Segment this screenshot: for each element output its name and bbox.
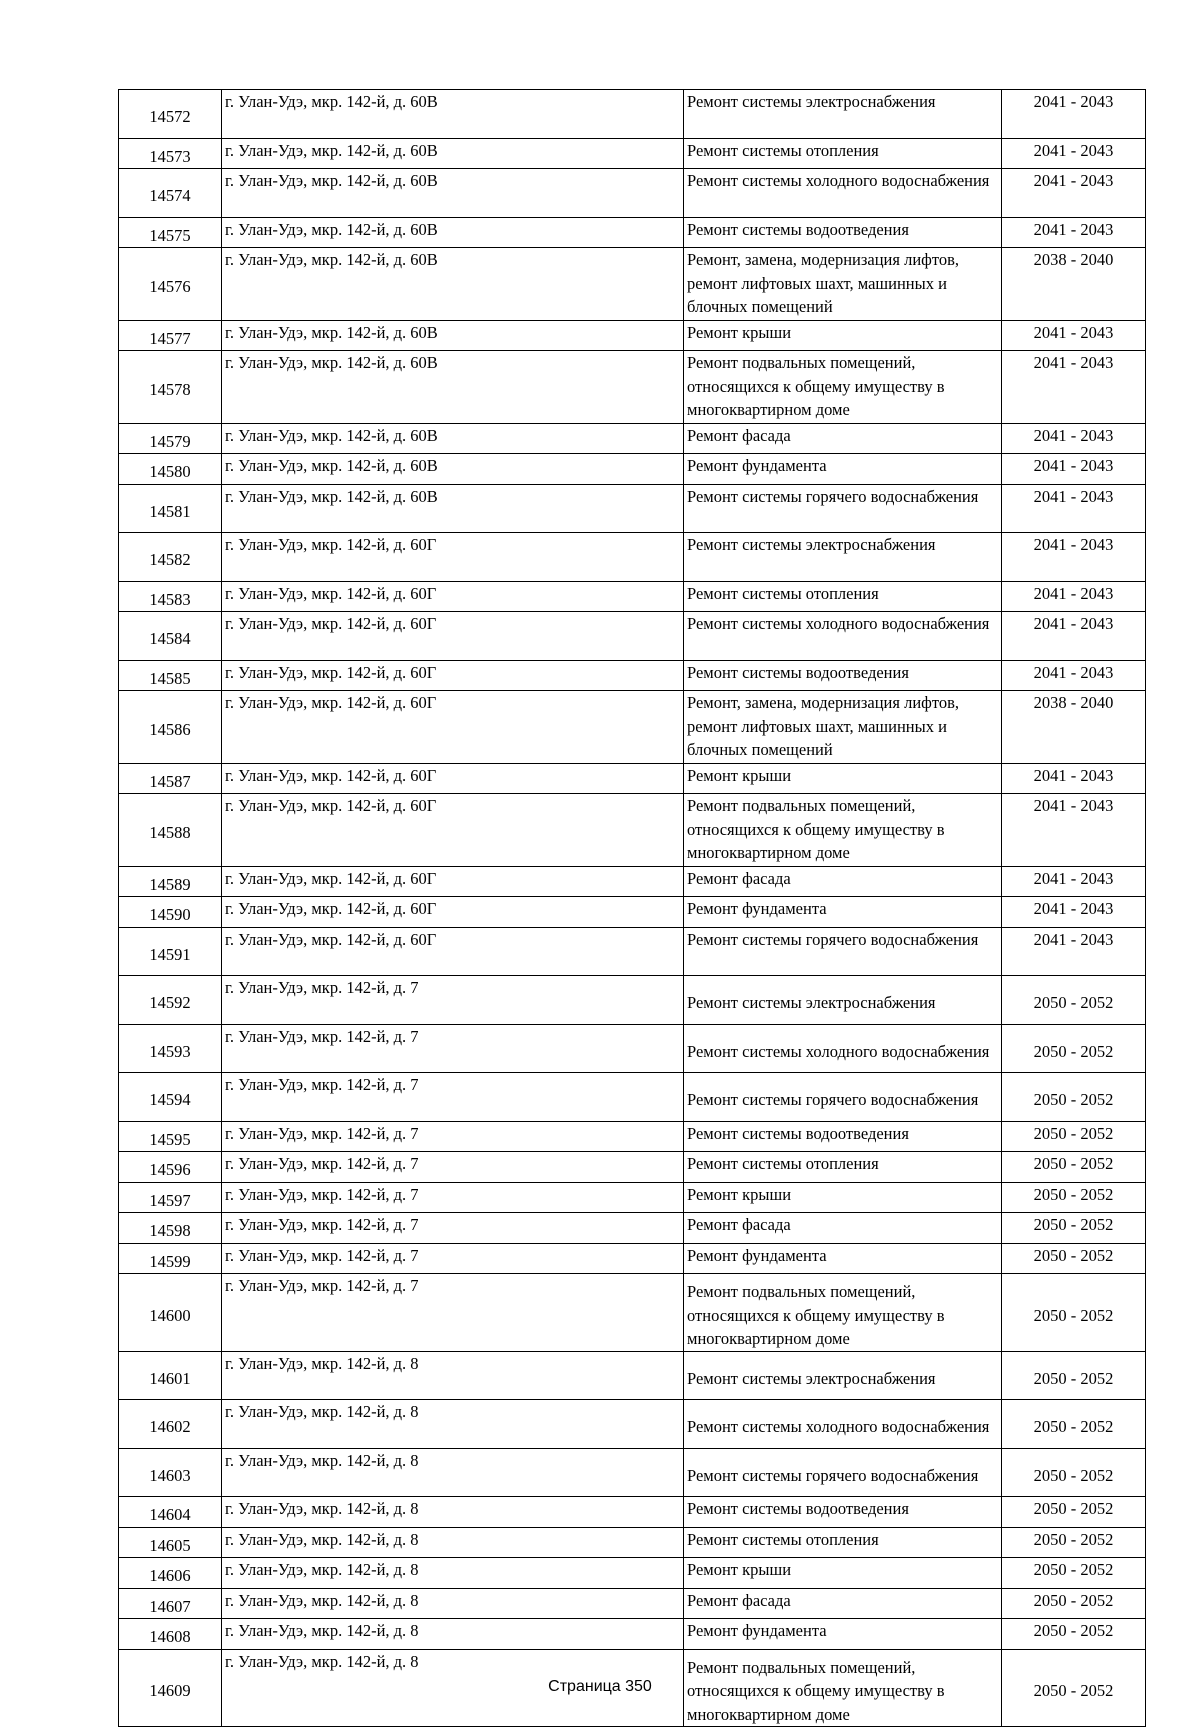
row-work-type: Ремонт крыши — [684, 1182, 1002, 1213]
row-work-type: Ремонт фундамента — [684, 1619, 1002, 1650]
table-row — [119, 90, 1146, 139]
row-number: 14606 — [119, 1558, 222, 1589]
row-number: 14580 — [119, 454, 222, 485]
row-work-type: Ремонт системы холодного водоснабжения — [684, 169, 1002, 218]
row-period: 2050 - 2052 — [1002, 1649, 1146, 1727]
table-row — [119, 763, 1146, 794]
row-period: 2050 - 2052 — [1002, 1152, 1146, 1183]
row-period: 2050 - 2052 — [1002, 1073, 1146, 1122]
row-number: 14583 — [119, 581, 222, 612]
row-work-type: Ремонт фасада — [684, 866, 1002, 897]
table-row — [119, 1274, 1146, 1352]
table-row — [119, 691, 1146, 764]
row-period: 2050 - 2052 — [1002, 1121, 1146, 1152]
row-period: 2041 - 2043 — [1002, 533, 1146, 582]
row-address: г. Улан-Удэ, мкр. 142-й, д. 60Г — [222, 533, 684, 582]
row-address: г. Улан-Удэ, мкр. 142-й, д. 7 — [222, 1024, 684, 1073]
table-row — [119, 1400, 1146, 1449]
row-work-type: Ремонт системы холодного водоснабжения — [684, 1024, 1002, 1073]
row-work-type: Ремонт крыши — [684, 763, 1002, 794]
row-number: 14576 — [119, 248, 222, 321]
row-number: 14602 — [119, 1400, 222, 1449]
row-number: 14575 — [119, 217, 222, 248]
row-address: г. Улан-Удэ, мкр. 142-й, д. 60В — [222, 90, 684, 139]
row-number: 14585 — [119, 660, 222, 691]
table-row — [119, 1448, 1146, 1497]
row-work-type: Ремонт, замена, модернизация лифтов, ремонт лифтовых шахт, машинных и блочных помещений — [684, 691, 1002, 764]
row-number: 14609 — [119, 1649, 222, 1727]
row-number: 14597 — [119, 1182, 222, 1213]
row-work-type: Ремонт системы водоотведения — [684, 217, 1002, 248]
row-address: г. Улан-Удэ, мкр. 142-й, д. 7 — [222, 1213, 684, 1244]
row-address: г. Улан-Удэ, мкр. 142-й, д. 60В — [222, 138, 684, 169]
row-number: 14599 — [119, 1243, 222, 1274]
row-work-type: Ремонт крыши — [684, 320, 1002, 351]
row-number: 14574 — [119, 169, 222, 218]
row-number: 14601 — [119, 1351, 222, 1400]
row-number: 14596 — [119, 1152, 222, 1183]
table-row — [119, 320, 1146, 351]
table-row — [119, 1497, 1146, 1528]
row-address: г. Улан-Удэ, мкр. 142-й, д. 60Г — [222, 612, 684, 661]
row-period: 2041 - 2043 — [1002, 423, 1146, 454]
table-row — [119, 533, 1146, 582]
row-period: 2050 - 2052 — [1002, 976, 1146, 1025]
table-row — [119, 1619, 1146, 1650]
row-work-type: Ремонт системы отопления — [684, 581, 1002, 612]
row-period: 2038 - 2040 — [1002, 691, 1146, 764]
row-address: г. Улан-Удэ, мкр. 142-й, д. 8 — [222, 1351, 684, 1400]
table-row — [119, 423, 1146, 454]
row-work-type: Ремонт фундамента — [684, 454, 1002, 485]
row-number: 14586 — [119, 691, 222, 764]
row-period: 2050 - 2052 — [1002, 1024, 1146, 1073]
row-address: г. Улан-Удэ, мкр. 142-й, д. 8 — [222, 1558, 684, 1589]
row-address: г. Улан-Удэ, мкр. 142-й, д. 7 — [222, 1274, 684, 1352]
row-number: 14594 — [119, 1073, 222, 1122]
row-number: 14603 — [119, 1448, 222, 1497]
table-row — [119, 1182, 1146, 1213]
row-address: г. Улан-Удэ, мкр. 142-й, д. 8 — [222, 1448, 684, 1497]
row-address: г. Улан-Удэ, мкр. 142-й, д. 60Г — [222, 763, 684, 794]
table-row — [119, 1152, 1146, 1183]
table-row — [119, 454, 1146, 485]
row-address: г. Улан-Удэ, мкр. 142-й, д. 7 — [222, 976, 684, 1025]
row-address: г. Улан-Удэ, мкр. 142-й, д. 7 — [222, 1152, 684, 1183]
table-row — [119, 976, 1146, 1025]
table-row — [119, 866, 1146, 897]
row-period: 2041 - 2043 — [1002, 897, 1146, 928]
row-address: г. Улан-Удэ, мкр. 142-й, д. 60В — [222, 423, 684, 454]
row-period: 2041 - 2043 — [1002, 763, 1146, 794]
row-work-type: Ремонт системы водоотведения — [684, 1121, 1002, 1152]
row-number: 14593 — [119, 1024, 222, 1073]
row-number: 14578 — [119, 351, 222, 424]
row-number: 14591 — [119, 927, 222, 976]
repair-schedule-table — [118, 89, 1146, 1727]
row-address: г. Улан-Удэ, мкр. 142-й, д. 60Г — [222, 660, 684, 691]
row-period: 2041 - 2043 — [1002, 484, 1146, 533]
row-address: г. Улан-Удэ, мкр. 142-й, д. 8 — [222, 1400, 684, 1449]
row-period: 2050 - 2052 — [1002, 1274, 1146, 1352]
row-period: 2050 - 2052 — [1002, 1619, 1146, 1650]
row-work-type: Ремонт системы отопления — [684, 1152, 1002, 1183]
row-address: г. Улан-Удэ, мкр. 142-й, д. 60В — [222, 320, 684, 351]
row-address: г. Улан-Удэ, мкр. 142-й, д. 60В — [222, 217, 684, 248]
row-address: г. Улан-Удэ, мкр. 142-й, д. 60В — [222, 484, 684, 533]
row-period: 2041 - 2043 — [1002, 351, 1146, 424]
table-row — [119, 927, 1146, 976]
page-number: Страница 350 — [548, 1678, 652, 1695]
table-row — [119, 660, 1146, 691]
row-work-type: Ремонт крыши — [684, 1558, 1002, 1589]
row-work-type: Ремонт фасада — [684, 423, 1002, 454]
row-work-type: Ремонт фундамента — [684, 897, 1002, 928]
row-period: 2050 - 2052 — [1002, 1588, 1146, 1619]
row-number: 14582 — [119, 533, 222, 582]
table-row — [119, 217, 1146, 248]
row-work-type: Ремонт системы горячего водоснабжения — [684, 1073, 1002, 1122]
table-row — [119, 1351, 1146, 1400]
row-period: 2050 - 2052 — [1002, 1497, 1146, 1528]
row-period: 2041 - 2043 — [1002, 612, 1146, 661]
table-row — [119, 1588, 1146, 1619]
row-number: 14604 — [119, 1497, 222, 1528]
row-address: г. Улан-Удэ, мкр. 142-й, д. 60В — [222, 351, 684, 424]
row-number: 14608 — [119, 1619, 222, 1650]
row-address: г. Улан-Удэ, мкр. 142-й, д. 60Г — [222, 866, 684, 897]
row-period: 2041 - 2043 — [1002, 660, 1146, 691]
row-address: г. Улан-Удэ, мкр. 142-й, д. 7 — [222, 1073, 684, 1122]
row-address: г. Улан-Удэ, мкр. 142-й, д. 60Г — [222, 581, 684, 612]
table-row — [119, 169, 1146, 218]
row-work-type: Ремонт системы электроснабжения — [684, 90, 1002, 139]
row-work-type: Ремонт системы отопления — [684, 1527, 1002, 1558]
row-address: г. Улан-Удэ, мкр. 142-й, д. 60В — [222, 169, 684, 218]
table-row — [119, 897, 1146, 928]
row-address: г. Улан-Удэ, мкр. 142-й, д. 60В — [222, 454, 684, 485]
row-address: г. Улан-Удэ, мкр. 142-й, д. 8 — [222, 1527, 684, 1558]
row-work-type: Ремонт системы электроснабжения — [684, 1351, 1002, 1400]
row-address: г. Улан-Удэ, мкр. 142-й, д. 8 — [222, 1649, 684, 1727]
row-period: 2041 - 2043 — [1002, 927, 1146, 976]
row-number: 14607 — [119, 1588, 222, 1619]
row-address: г. Улан-Удэ, мкр. 142-й, д. 60Г — [222, 927, 684, 976]
row-period: 2041 - 2043 — [1002, 866, 1146, 897]
row-address: г. Улан-Удэ, мкр. 142-й, д. 7 — [222, 1121, 684, 1152]
row-address: г. Улан-Удэ, мкр. 142-й, д. 8 — [222, 1497, 684, 1528]
table-row — [119, 581, 1146, 612]
row-period: 2041 - 2043 — [1002, 794, 1146, 867]
table-row — [119, 1213, 1146, 1244]
row-work-type: Ремонт фасада — [684, 1213, 1002, 1244]
table-row — [119, 794, 1146, 867]
table-row — [119, 484, 1146, 533]
row-period: 2041 - 2043 — [1002, 581, 1146, 612]
table-row — [119, 1073, 1146, 1122]
table-row — [119, 612, 1146, 661]
row-period: 2041 - 2043 — [1002, 217, 1146, 248]
table-row — [119, 1243, 1146, 1274]
row-period: 2041 - 2043 — [1002, 454, 1146, 485]
table-row — [119, 1121, 1146, 1152]
table-row — [119, 1558, 1146, 1589]
row-number: 14595 — [119, 1121, 222, 1152]
row-period: 2041 - 2043 — [1002, 169, 1146, 218]
row-number: 14572 — [119, 90, 222, 139]
row-address: г. Улан-Удэ, мкр. 142-й, д. 60В — [222, 248, 684, 321]
row-address: г. Улан-Удэ, мкр. 142-й, д. 60Г — [222, 691, 684, 764]
row-period: 2050 - 2052 — [1002, 1182, 1146, 1213]
row-number: 14598 — [119, 1213, 222, 1244]
row-work-type: Ремонт системы горячего водоснабжения — [684, 1448, 1002, 1497]
row-number: 14589 — [119, 866, 222, 897]
row-period: 2050 - 2052 — [1002, 1351, 1146, 1400]
row-number: 14600 — [119, 1274, 222, 1352]
row-period: 2050 - 2052 — [1002, 1527, 1146, 1558]
row-number: 14605 — [119, 1527, 222, 1558]
table-row — [119, 1527, 1146, 1558]
row-work-type: Ремонт системы водоотведения — [684, 660, 1002, 691]
row-number: 14573 — [119, 138, 222, 169]
row-work-type: Ремонт подвальных помещений, относящихся к общему имуществу в многоквартирном доме — [684, 794, 1002, 867]
row-number: 14584 — [119, 612, 222, 661]
row-address: г. Улан-Удэ, мкр. 142-й, д. 7 — [222, 1182, 684, 1213]
row-address: г. Улан-Удэ, мкр. 142-й, д. 8 — [222, 1588, 684, 1619]
row-number: 14579 — [119, 423, 222, 454]
row-work-type: Ремонт системы электроснабжения — [684, 533, 1002, 582]
table-row — [119, 1024, 1146, 1073]
row-period: 2038 - 2040 — [1002, 248, 1146, 321]
row-work-type: Ремонт подвальных помещений, относящихся к общему имуществу в многоквартирном доме — [684, 1274, 1002, 1352]
row-work-type: Ремонт подвальных помещений, относящихся к общему имуществу в многоквартирном доме — [684, 351, 1002, 424]
row-period: 2050 - 2052 — [1002, 1448, 1146, 1497]
row-work-type: Ремонт системы холодного водоснабжения — [684, 612, 1002, 661]
table-row — [119, 138, 1146, 169]
row-address: г. Улан-Удэ, мкр. 142-й, д. 60Г — [222, 897, 684, 928]
row-work-type: Ремонт системы отопления — [684, 138, 1002, 169]
row-period: 2041 - 2043 — [1002, 320, 1146, 351]
row-work-type: Ремонт подвальных помещений, относящихся к общему имуществу в многоквартирном доме — [684, 1649, 1002, 1727]
row-number: 14587 — [119, 763, 222, 794]
row-work-type: Ремонт фундамента — [684, 1243, 1002, 1274]
row-number: 14592 — [119, 976, 222, 1025]
row-work-type: Ремонт системы электроснабжения — [684, 976, 1002, 1025]
row-number: 14577 — [119, 320, 222, 351]
row-number: 14588 — [119, 794, 222, 867]
row-work-type: Ремонт системы горячего водоснабжения — [684, 484, 1002, 533]
row-period: 2050 - 2052 — [1002, 1243, 1146, 1274]
row-work-type: Ремонт, замена, модернизация лифтов, ремонт лифтовых шахт, машинных и блочных помещений — [684, 248, 1002, 321]
row-address: г. Улан-Удэ, мкр. 142-й, д. 8 — [222, 1619, 684, 1650]
row-address: г. Улан-Удэ, мкр. 142-й, д. 7 — [222, 1243, 684, 1274]
row-period: 2050 - 2052 — [1002, 1558, 1146, 1589]
table-body — [119, 90, 1146, 1727]
row-period: 2050 - 2052 — [1002, 1213, 1146, 1244]
row-period: 2050 - 2052 — [1002, 1400, 1146, 1449]
row-number: 14581 — [119, 484, 222, 533]
row-work-type: Ремонт системы холодного водоснабжения — [684, 1400, 1002, 1449]
table-row — [119, 351, 1146, 424]
row-work-type: Ремонт фасада — [684, 1588, 1002, 1619]
row-number: 14590 — [119, 897, 222, 928]
row-address: г. Улан-Удэ, мкр. 142-й, д. 60Г — [222, 794, 684, 867]
row-work-type: Ремонт системы горячего водоснабжения — [684, 927, 1002, 976]
row-period: 2041 - 2043 — [1002, 138, 1146, 169]
row-work-type: Ремонт системы водоотведения — [684, 1497, 1002, 1528]
table-row — [119, 248, 1146, 321]
row-period: 2041 - 2043 — [1002, 90, 1146, 139]
